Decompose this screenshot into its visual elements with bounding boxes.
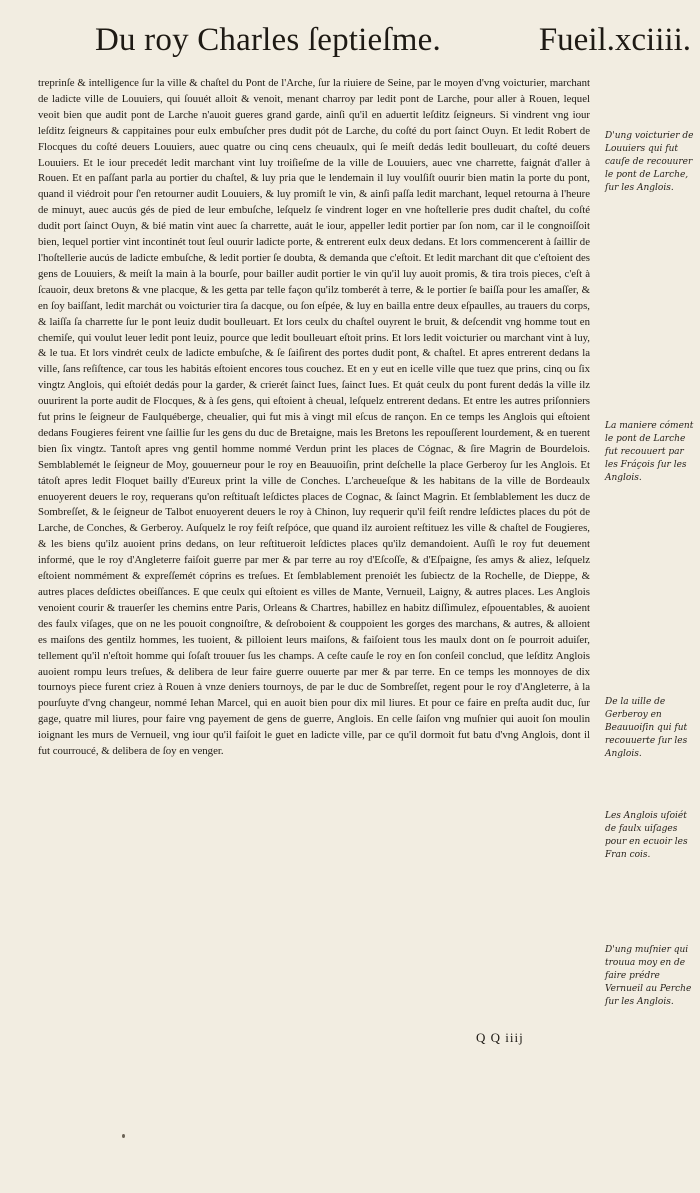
folio-number: Fueil.xciiii. <box>538 22 691 58</box>
marginal-note: D'ung muſnier qui trouua moy en de faire prédre Vernueil au Perche ſur les Anglois. <box>605 945 692 1007</box>
body-paragraph: treprinſe & intelligence ſur la ville & chaſtel du Pont de l'Arche, ſur la riuiere de Seine, par le moyen d'vng voicturier, marchant de ladicte ville de Louuiers, qui ſouuét alloit & venoit, menant charroy par ledit pont de Larche, pour aller à Rouen, lequel veoit bien que audit pont de Larche n'auoit gueres grand garde, ainſi qu'il en aduertit leſditz ſeigneurs. Si vindrent vng iour leſditz ſeigneurs & cappitaines pour eulx embuſcher pres dudit pót de Larche, du coſté du port ſainct Ouyn. Et ledit Robert de Flocques du coſté deuers Louuiers, auec quatre ou cinq cens cheuaulx, qui ſe meiſt dedás ledit boulleuart, du coſté deuers Louuiers. Et le iour precedét ledit marchant vint luy troiſieſme de la ville de Louuiers, auec vne charrette, faignát d'aller à Rouen. Et en paſſant parla au portier du chaſtel, & luy pria que le lendemain il luy voulſiſt ouurir bien matin la porte du pont, quand il viédroit pour ſ'en retourner audit Louuiers, & luy promiſt le vin, & ainſi paſſa ledit marchant, lequel retourna à l'heure de minuyt, auec aucús gés de pied de leur embuſche, leſquelz ſe vindrent loger en vne hoſtellerie pres dudit chaſtel, du coſté dudit port ſainct Ouyn, & bié matin vint auec ſa charrette, auát le iour, appeller ledit portier par ſon nom, car il le congnoiſſoit bien, lequel portier vint incontinét tout ſeul ouurir ladicte porte, & entrerent eulx deux dedans. Et lors commencerent à ſaillir de l'hoſtellerie aucús de ladicte embuſche, & ledit portier ſe doubta, & demanda que c'eſtoit. Et ledit marchant dit que c'eſtoient des gens de Louuiers, & meiſt la main à la bourſe, pour bailler audit portier le vin qu'il luy auoit promis, & tira trois pieces, c'eſt à ſcauoir, deux bretons & vne placque, & les getta par telle façon qu'ilz tomberét à terre, & le portier ſe baiſſa pour les amaſſer, & en ſoy baiſſant, ledit marchát ou voicturier tira ſa dacque, ou ſon eſpée, & luy en bailla entre deux eſpaulles, au trauers du corps, & laiſſa ſa charrette ſur le pont leuiz dudit boulleuart. Et lors ceulx du chaſtel ouyrent le bruit, & deſcendit vng homme tout en chemiſe, qui voulut leuer ledit pont leuiz, pource que ledit boulleuart eſtoit prins. Et lors ledit voicturier ou marchant vint à luy, & le tua. Et lors vindrét ceulx de ladicte embuſche, & ſe ſaiſirent des portes dudit pont, & chaſtel. Et apres entrerent dedans la ville, ſans reſiſtence, car tous les habitás eſtoient encores tous couchez. Et en y eut en icelle ville que tuez que prins, cinq ou ſix vingtz Anglois, qui eſtoiét dedás pour la garder, & crierét ſainct Iues, ſainct Iues. Et quát ceulx du pont furent dedás la ville ilz ouurirent la porte audit de Flocques, & à ſes gens, qui eſtoient à cheual, leſquelz entrerent dedans. Et entre les autres priſonniers fut prins le ſeigneur de Faulquéberge, cheualier, qui fut mis à vingt mil eſcus de rançon. En ce temps les Anglois qui eſtoient dedans Fougieres feirent vne ſaillie ſur les gens du duc de Bretaigne, mais les Bretons les repouſſerent lourdement, & en tuerent bien ſix vingtz. Tantoſt apres vng gentil homme nommé Verdun print les places de Cógnac, & ſire Magrin de Bourdelois. Semblablemét le ſeigneur de Moy, gouuerneur pour le roy en Beauuoiſin, print deſchelle la place Gerberoy ſur les Anglois. Et tátoſt apres ledit Floquet bailly d'Eureux print la ville de Conches. L'archeueſque & les habitans de la ville de Bordeaulx enuoyerent deuers le roy, requerans qu'on reſtituaſt leſdictes places de Cognac, & ſainct Magrin. Et ſemblablement les ducz de Sombreſſet, & le ſeigneur de Talbot enuoyerent deuers le roy à Chinon, luy requerir qu'il feiſt rendre leſdictes places du pót de Larche, de Conches, & Gerberoy. Auſquelz le roy feiſt reſpóce, que quand ilz auroient reſtituez les ville & chaſtel de Fougieres, & les biens qu'ilz auoient prins dedans, on leur reſtitueroit leſdictes places qu'ilz demandoient. Auſſi le roy fut deuement informé, que le roy d'Angleterre faiſoit guerre par mer & par terre au roy d'Eſcoſſe, & d'Eſpaigne, ſes amys & aliez, leſquelz eſtoient nommément & expreſſemét cóprins es treſues. Et ſemblablement prenoiét les ſubiectz de la Rochelle, de Dieppe, & autres places deſdictes obeiſſances. E que ceulx qui eſtoient es villes de Mante, Vernueil, Laigny, & autres places. Les Anglois venoient courir & trauerſer les chemins entre Paris, Orleans & Chartres, habillez en habitz diſſimulez, eſpouentables, & auoient des faulx viſages, que on ne les pouoit congnoiſtre, & deſroboient & couppoient les gorges des marchans, & autres, & alloient es maiſons des gentilz hommes, les tuoient, & pilloient leurs maiſons, & faiſoient tous les maulx dont on ſe pourroit aduiſer, tellement qu'il n'eſtoit homme qui ſoſaſt trouuer ſus les champs. A ceſte cauſe le roy en ſon conſeil conclud, que leſditz Anglois auoient rompu leurs treſues, & delibera de leur faire guerre ouuerte par mer & par terre. En ce temps les monnoyes de dix tournoys piece furent criez à Rouen à vnze deniers tournoys, de par le duc de Sombreſſet, regent pour le roy d'Angleterre, à la pourſuyte d'vng changeur, nommé Iehan Marcel, qui en auoit bien pour dix mil liures. Et pour ce faire en preſta audit duc, ſur gage, quatre mil liures, pour faire vng payement de gens de guerre, Anglois. En celle ſaiſon vng muſnier qui auoit ſon moulin ioignant les murs de Vernueil, vng iour qu'il faiſoit le guet en ladicte ville, par ce qu'il dormoit fut batu d'vng Anglois, dont il fut courroucé, & delibera de ſoy en venger. <box>38 77 590 758</box>
marginal-note: Les Anglois uſoiét de faulx uiſages pour en ecuoir les Fran cois. <box>605 811 688 860</box>
signature-mark: Q Q iiij <box>476 1030 524 1045</box>
marginal-note: De la uille de Gerberoy en Beauuoiſin qui fut recouuerte ſur les Anglois. <box>605 697 688 759</box>
page-header <box>95 22 695 68</box>
paper-speck <box>122 1134 125 1138</box>
marginal-note: D'ung voicturier de Louuiers qui fut cauſe de recouurer le pont de Larche, ſur les Anglois. <box>605 131 694 193</box>
main-text-column <box>38 76 590 760</box>
marginal-note: La maniere cóment le pont de Larche fut recouuert par les Fráçois ſur les Anglois. <box>605 421 694 483</box>
running-title: Du roy Charles ſeptieſme. <box>95 22 441 58</box>
